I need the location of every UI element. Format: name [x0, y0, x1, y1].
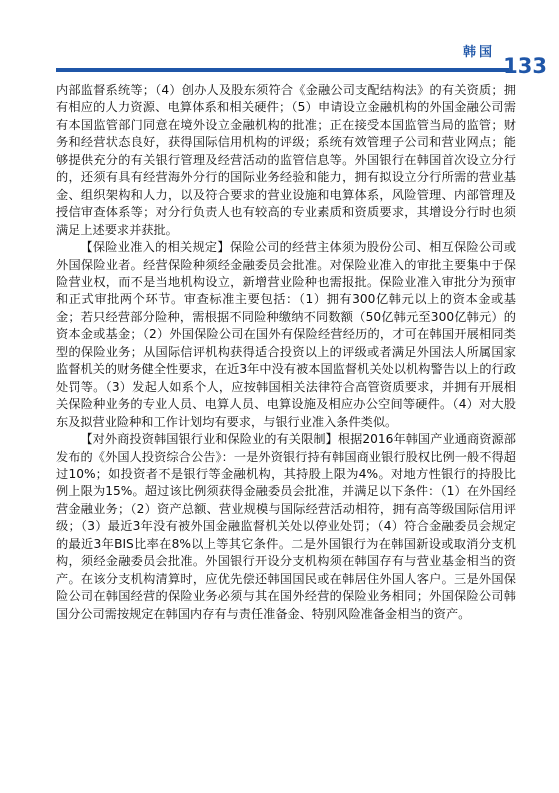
page-header [0, 0, 559, 78]
paragraph-text: 保险公司的经营主体须为股份公司、相互保险公司或外国保险业者。经营保险种须经金融委员会批准。对保险业准入的审批主要集中于保险营业权，而不是当地机构设立，新增营业险种也需报批。保险业准入审批分为预审和正式审批两个环节。审查标准主要包括：（1）拥有300亿韩元以上的资本金或基金；若只经营部分险种，需根据不同险种缴纳不同数额（50亿韩元至300亿韩元）的资本金或基金；（2）外国保险公司在国外有保险经营经历的，才可在韩国开展相同类型的保险业务；从国际信评机构获得适合投资以上的评级或者满足外国法人所属国家监督机关的财务健全性要求，在近3年中没有被本国监督机关处以机构警告以上的行政处罚等。（3）发起人如系个人，应按韩国相关法律符合高管资质要求，并拥有开展相关保险种业务的专业人员、电算人员、电算设施及相应办公空间等硬件。（4）对大股东及拟营业险种和工作计划均有要求，与银行业准入条件类似。 [56, 240, 517, 429]
header-rule [56, 68, 509, 72]
paragraph-foreign-investment-limits [56, 431, 516, 623]
paragraph-heading: 【对外商投资韩国银行业和保险业的有关限制】 [80, 432, 338, 447]
paragraph-text: 内部监督系统等；（4）创办人及股东须符合《金融公司支配结构法》的有关资质；拥有相应的人力资源、电算体系和相关硬件；（5）申请设立金融机构的外国金融公司需有本国监管部门同意在境外设立金融机构的批准；正在接受本国监管当局的监管；财务和经营状态良好，获得国际信用机构的评级；系统有效管理子公司和营业网点；能够提供充分的有关银行管理及经营活动的监管信息等。外国银行在韩国首次设立分行的，还须有具有经营海外分行的国际业务经验和能力，拥有拟设立分行所需的营业基金、组织架构和人力，以及符合要求的营业设施和电算体系，风险管理、内部管理及授信审查体系等；对分行负责人也有较高的专业素质和资质要求，其增设分行时也须满足上述要求并获批。 [56, 83, 516, 237]
paragraph-text: 根据2016年韩国产业通商资源部发布的《外国人投资综合公告》：一是外资银行持有韩国商业银行股权比例一般不得超过10%；如投资者不是银行等金融机构，其持股上限为4%。对地方性银行的持股比例上限为15%。超过该比例须获得金融委员会批准，并满足以下条件：（1）在外国经营金融业务；（2）资产总额、营业规模与国际经营活动相符，拥有高等级国际信用评级；（3）最近3年没有被外国金融监督机关处以停业处罚；（4）符合金融委员会规定的最近3年BIS比率在8%以上等其它条件。二是外国银行为在韩国新设或取消分支机构，须经金融委员会批准。外国银行开设分支机构须在韩国存有与营业基金相当的资产。在该分支机构清算时，应优先偿还韩国国民或在韩居住外国人客户。三是外国保险公司在韩国经营的保险业务必须与其在国外经营的保险业务相同；外国保险公司韩国分公司需按规定在韩国内存有与责任准备金、特别风险准备金相当的资产。 [56, 432, 516, 621]
running-header-country: 韩国 [462, 45, 495, 60]
paragraph-bank-requirements [56, 82, 516, 239]
paragraph-heading: 【保险业准入的相关规定】 [80, 240, 230, 255]
page-number: 133 [503, 54, 547, 78]
page-body [56, 82, 516, 623]
paragraph-insurance-entry [56, 239, 516, 431]
